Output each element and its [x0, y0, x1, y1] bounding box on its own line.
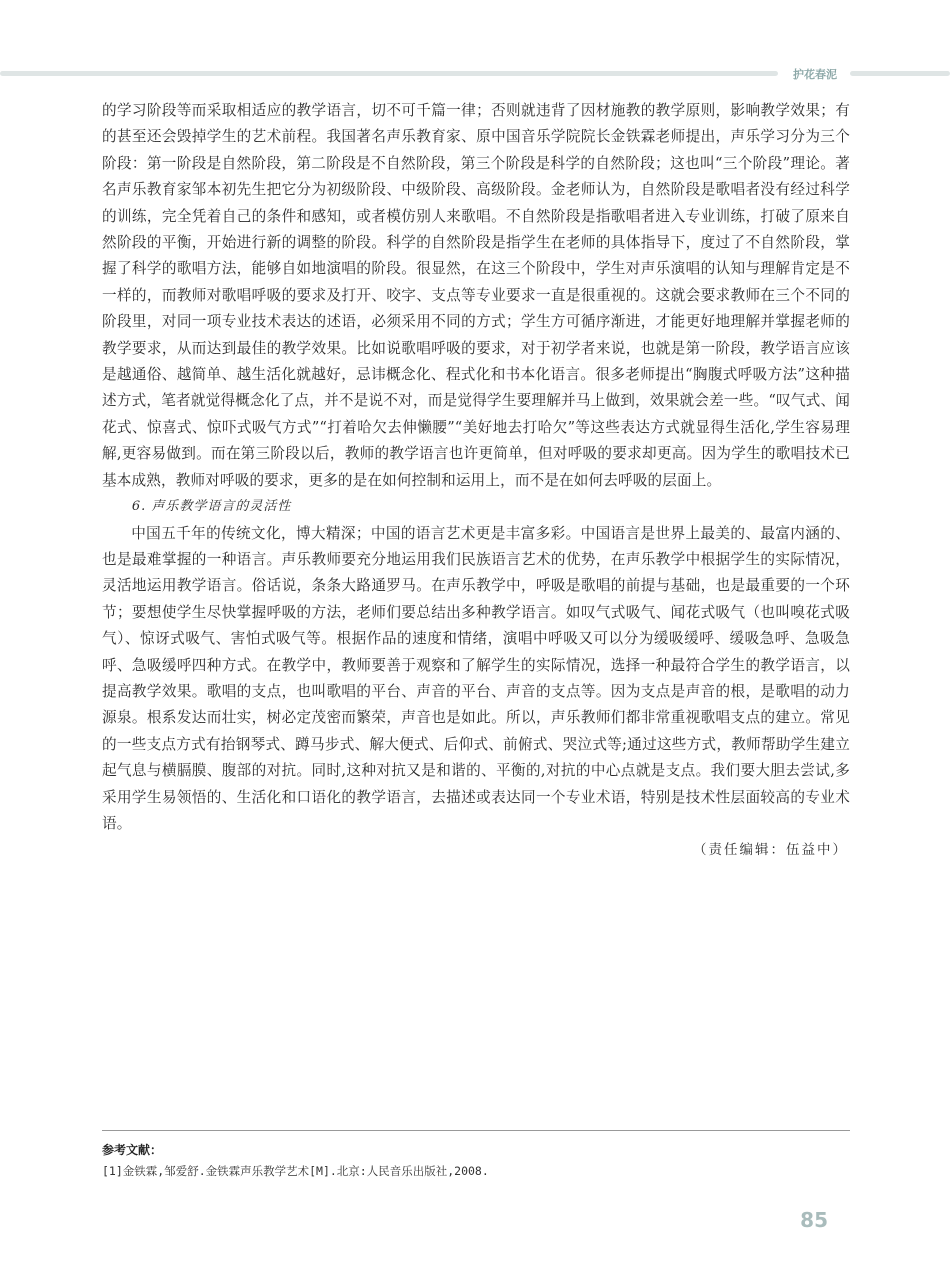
header-rule-left	[0, 71, 778, 76]
reference-item: [1]金铁霖,邹爱舒.金铁霖声乐教学艺术[M].北京:人民音乐出版社,2008.	[102, 1164, 489, 1178]
section-subheading: 6. 声乐教学语言的灵活性	[131, 499, 292, 515]
paragraph: 中国五千年的传统文化，博大精深；中国的语言艺术更是丰富多彩。中国语言是世界上最美的、最富内涵的、也是最难掌握的一种语言。声乐教师要充分地运用我们民族语言艺术的优势，在声乐教学中根据学生的实际情况，灵活地运用教学语言。俗话说，条条大路通罗马。在声乐教学中，呼吸是歌唱的前提与基础，也是最重要的一个环节；要想使学生尽快掌握呼吸的方法，老师们要总结出多种教学语言。如叹气式吸气、闻花式吸气（也叫嗅花式吸气）、惊讶式吸气、害怕式吸气等。根据作品的速度和情绪，演唱中呼吸又可以分为缓吸缓呼、缓吸急呼、急吸急呼、急吸缓呼四种方式。在教学中，教师要善于观察和了解学生的实际情况，选择一种最符合学生的教学语言，以提高教学效果。歌唱的支点，也叫歌唱的平台、声音的平台、声音的支点等。因为支点是声音的根，是歌唱的动力源泉。根系发达而壮实，树必定茂密而繁荣，声音也是如此。所以，声乐教师们都非常重视歌唱支点的建立。常见的一些支点方式有抬钢琴式、蹲马步式、解大便式、后仰式、前俯式、哭泣式等;通过这些方式，教师帮助学生建立起气息与横膈膜、腹部的对抗。同时,这种对抗又是和谐的、平衡的,对抗的中心点就是支点。我们要大胆去尝试,多采用学生易领悟的、生活化和口语化的教学语言，去描述或表达同一个专业术语，特别是技术性层面较高的专业术语。	[102, 524, 850, 832]
editor-note: （责任编辑：伍益中）	[693, 842, 848, 859]
header-rule-right	[850, 71, 950, 76]
paragraph-continued: 的学习阶段等而采取相适应的教学语言，切不可千篇一律；否则就违背了因材施教的教学原则，影响教学效果；有的甚至还会毁掉学生的艺术前程。我国著名声乐教育家、原中国音乐学院院长金铁霖老师提出，声乐学习分为三个阶段：第一阶段是自然阶段，第二阶段是不自然阶段，第三个阶段是科学的自然阶段；这也叫“三个阶段”理论。著名声乐教育家邹本初先生把它分为初级阶段、中级阶段、高级阶段。金老师认为，自然阶段是歌唱者没有经过科学的训练，完全凭着自己的条件和感知，或者模仿别人来歌唱。不自然阶段是指歌唱者进入专业训练，打破了原来自然阶段的平衡，开始进行新的调整的阶段。科学的自然阶段是指学生在老师的具体指导下，度过了不自然阶段，掌握了科学的歌唱方法，能够自如地演唱的阶段。很显然，在这三个阶段中，学生对声乐演唱的认知与理解肯定是不一样的，而教师对歌唱呼吸的要求及打开、咬字、支点等专业要求一直是很重视的。这就会要求教师在三个不同的阶段里，对同一项专业技术表达的述语，必须采用不同的方式；学生方可循序渐进，才能更好地理解并掌握老师的教学要求，从而达到最佳的教学效果。比如说歌唱呼吸的要求，对于初学者来说，也就是第一阶段，教学语言应该是越通俗、越简单、越生活化就越好，忌讳概念化、程式化和书本化语言。很多老师提出“胸腹式呼吸方法”这种描述方式，笔者就觉得概念化了点，并不是说不对，而是觉得学生要理解并马上做到，效果就会差一些。“叹气式、闻花式、惊喜式、惊吓式吸气方式”“打着哈欠去伸懒腰”“美好地去打哈欠”等这些表达方式就显得生活化,学生容易理解,更容易做到。而在第三阶段以后，教师的教学语言也许更简单，但对呼吸的要求却更高。因为学生的歌唱技术已基本成熟，教师对呼吸的要求，更多的是在如何控制和运用上，而不是在如何去呼吸的层面上。	[102, 102, 850, 489]
references-title: 参考文献：	[102, 1143, 163, 1157]
page-number: 85	[800, 1208, 828, 1232]
section-label: 护花春泥	[793, 68, 837, 81]
references-divider	[102, 1130, 850, 1131]
article-body	[102, 98, 850, 864]
